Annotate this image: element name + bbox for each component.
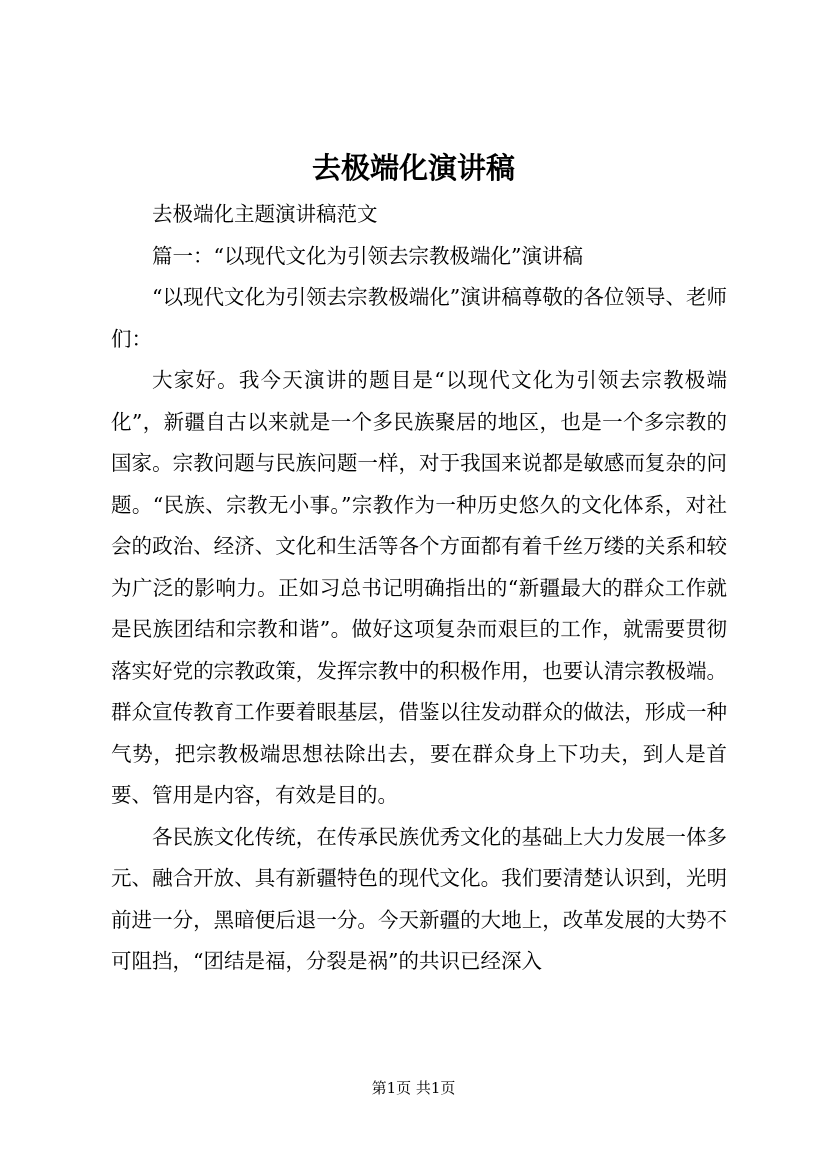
document-body: [111, 194, 727, 983]
body-paragraph-1: 大家好。我今天演讲的题目是“以现代文化为引领去宗教极端化”，新疆自古以来就是一个多民族聚居的地区，也是一个多宗教的国家。宗教问题与民族问题一样，对于我国来说都是敏感而复杂的问题。“民族、宗教无小事。”宗教作为一种历史悠久的文化体系，对社会的政治、经济、文化和生活等各个方面都有着千丝万缕的关系和较为广泛的影响力。正如习总书记明确指出的“新疆最大的群众工作就是民族团结和宗教和谐”。做好这项复杂而艰巨的工作，就需要贯彻落实好党的宗教政策，发挥宗教中的积极作用，也要认清宗教极端。群众宣传教育工作要着眼基层，借鉴以往发动群众的做法，形成一种气势，把宗教极端思想祛除出去，要在群众身上下功夫，到人是首要、管用是内容，有效是目的。: [111, 368, 727, 807]
page-number-footer: 第1页 共1页: [371, 1079, 456, 1097]
salutation-paragraph: “以现代文化为引领去宗教极端化”演讲稿尊敬的各位领导、老师们：: [111, 285, 727, 351]
subtitle-paragraph: 去极端化主题演讲稿范文: [152, 202, 378, 226]
document-title: 去极端化演讲稿: [311, 151, 515, 185]
body-paragraph-2: 各民族文化传统，在传承民族优秀文化的基础上大力发展一体多元、融合开放、具有新疆特色的现代文化。我们要清楚认识到，光明前进一分，黑暗便后退一分。今天新疆的大地上，改革发展的大势不可阻挡，“团结是福，分裂是祸”的共识已经深入: [111, 824, 727, 973]
section-heading-paragraph: 篇一：“以现代文化为引领去宗教极端化”演讲稿: [152, 243, 583, 268]
